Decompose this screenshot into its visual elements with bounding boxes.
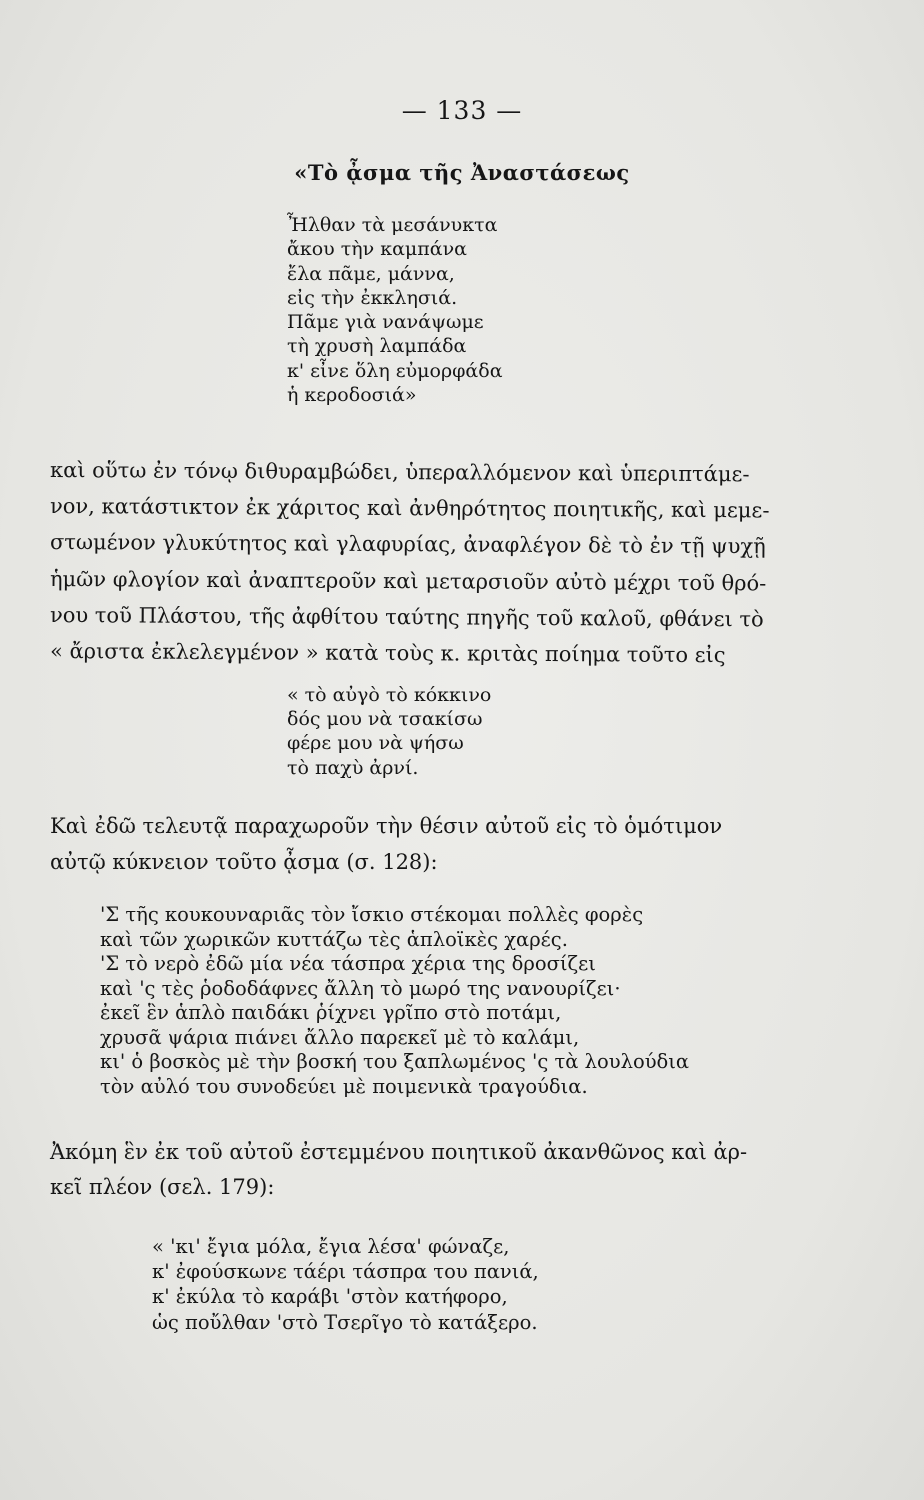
prose-line: καὶ οὕτω ἐν τόνῳ διθυραμβώδει, ὑπεραλλόμενον καὶ ὑπεριπτάμε-	[49, 458, 750, 487]
verse-block-2	[287, 683, 491, 780]
page-number: — 133 —	[401, 96, 523, 125]
verse-line: 'Σ τῆς κουκουναριᾶς τὸν ἴσκιο στέκομαι πολλὲς φορὲς	[100, 903, 644, 926]
paragraph-3	[50, 1135, 747, 1205]
verse-line: κ' ἐκύλα τὸ καράβι 'στὸν κατήφορο,	[152, 1285, 508, 1309]
verse-block-1	[287, 213, 503, 407]
verse-line: εἰς τὴν ἐκκλησιά.	[287, 286, 458, 309]
verse-line: κι' ὁ βοσκὸς μὲ τὴν βοσκή του ξαπλωμένος 'ς τὰ λουλούδια	[100, 1050, 690, 1073]
prose-line: « ἄριστα ἐκλελεγμένον » κατὰ τοὺς κ. κριτὰς ποίημα τοῦτο εἰς	[49, 639, 726, 668]
verse-block-4	[152, 1234, 539, 1335]
verse-line: Ἦλθαν τὰ μεσάνυκτα	[287, 214, 498, 236]
prose-line: νου τοῦ Πλάστου, τῆς ἀφθίτου ταύτης πηγῆς τοῦ καλοῦ, φθάνει τὸ	[49, 602, 764, 632]
verse-line: κ' ἐφούσκωνε τάέρι τάσπρα του πανιά,	[152, 1260, 539, 1284]
verse-line: ἔλα πᾶμε, μάννα,	[287, 262, 455, 285]
verse-line: ἐκεῖ ἓν ἁπλὸ παιδάκι ῥίχνει γρῖπο στὸ ποτάμι,	[100, 1001, 562, 1024]
verse-line: ὡς ποὔλθαν 'στὸ Τσερῖγο τὸ κατάξερο.	[152, 1310, 538, 1334]
poem-title: «Τὸ ᾆσμα τῆς Ἀναστάσεως	[294, 160, 630, 185]
verse-line: τὸν αὐλό του συνοδεύει μὲ ποιμενικὰ τραγούδια.	[100, 1074, 588, 1098]
verse-line: καὶ τῶν χωρικῶν κυττάζω τὲς ἁπλοϊκὲς χαρές.	[100, 927, 568, 951]
verse-line: φέρε μου νὰ ψήσω	[287, 732, 464, 755]
verse-line: καὶ 'ς τὲς ῥοδοδάφνες ἄλλη τὸ μωρό της νανουρίζει·	[100, 976, 621, 1000]
verse-line: ἡ κεροδοσιά»	[287, 384, 417, 407]
prose-line: αὐτῷ κύκνειον τοῦτο ᾆσμα (σ. 128):	[50, 850, 438, 874]
verse-line: δός μου νὰ τσακίσω	[287, 708, 483, 731]
paragraph-2	[50, 808, 722, 880]
verse-block-3	[100, 903, 689, 1099]
verse-line: τὴ χρυσὴ λαμπάδα	[287, 335, 467, 358]
verse-line: τὸ παχὺ ἀρνί.	[287, 756, 419, 779]
verse-line: Πᾶμε γιὰ νανάψωμε	[287, 311, 484, 334]
verse-line: « τὸ αὐγὸ τὸ κόκκινο	[287, 684, 492, 706]
prose-line: Καὶ ἐδῶ τελευτᾷ παραχωροῦν τὴν θέσιν αὐτοῦ εἰς τὸ ὁμότιμον	[50, 814, 723, 838]
prose-line: ἡμῶν φλογίον καὶ ἀναπτεροῦν καὶ μεταρσιοῦν αὐτὸ μέχρι τοῦ θρό-	[49, 566, 767, 595]
verse-line: κ' εἶνε ὅλη εὐμορφάδα	[287, 359, 503, 382]
verse-line: « 'κι' ἔγια μόλα, ἔγια λέσα' φώναζε,	[152, 1235, 510, 1258]
verse-line: χρυσᾶ ψάρια πιάνει ἄλλο παρεκεῖ μὲ τὸ καλάμι,	[100, 1025, 580, 1049]
prose-line: στωμένον γλυκύτητος καὶ γλαφυρίας, ἀναφλέγον δὲ τὸ ἐν τῇ ψυχῇ	[49, 530, 766, 559]
paragraph-1	[50, 452, 769, 669]
verse-line: 'Σ τὸ νερὸ ἐδῶ μία νέα τάσπρα χέρια της δροσίζει	[100, 952, 596, 975]
prose-line: Ἀκόμη ἓν ἐκ τοῦ αὐτοῦ ἐστεμμένου ποιητικοῦ ἀκανθῶνος καὶ ἀρ-	[50, 1140, 748, 1164]
prose-line: νον, κατάστικτον ἐκ χάριτος καὶ ἀνθηρότητος ποιητικῆς, καὶ μεμε-	[49, 494, 770, 523]
prose-line: κεῖ πλέον (σελ. 179):	[50, 1175, 275, 1199]
verse-line: ἄκου τὴν καμπάνα	[287, 238, 467, 261]
